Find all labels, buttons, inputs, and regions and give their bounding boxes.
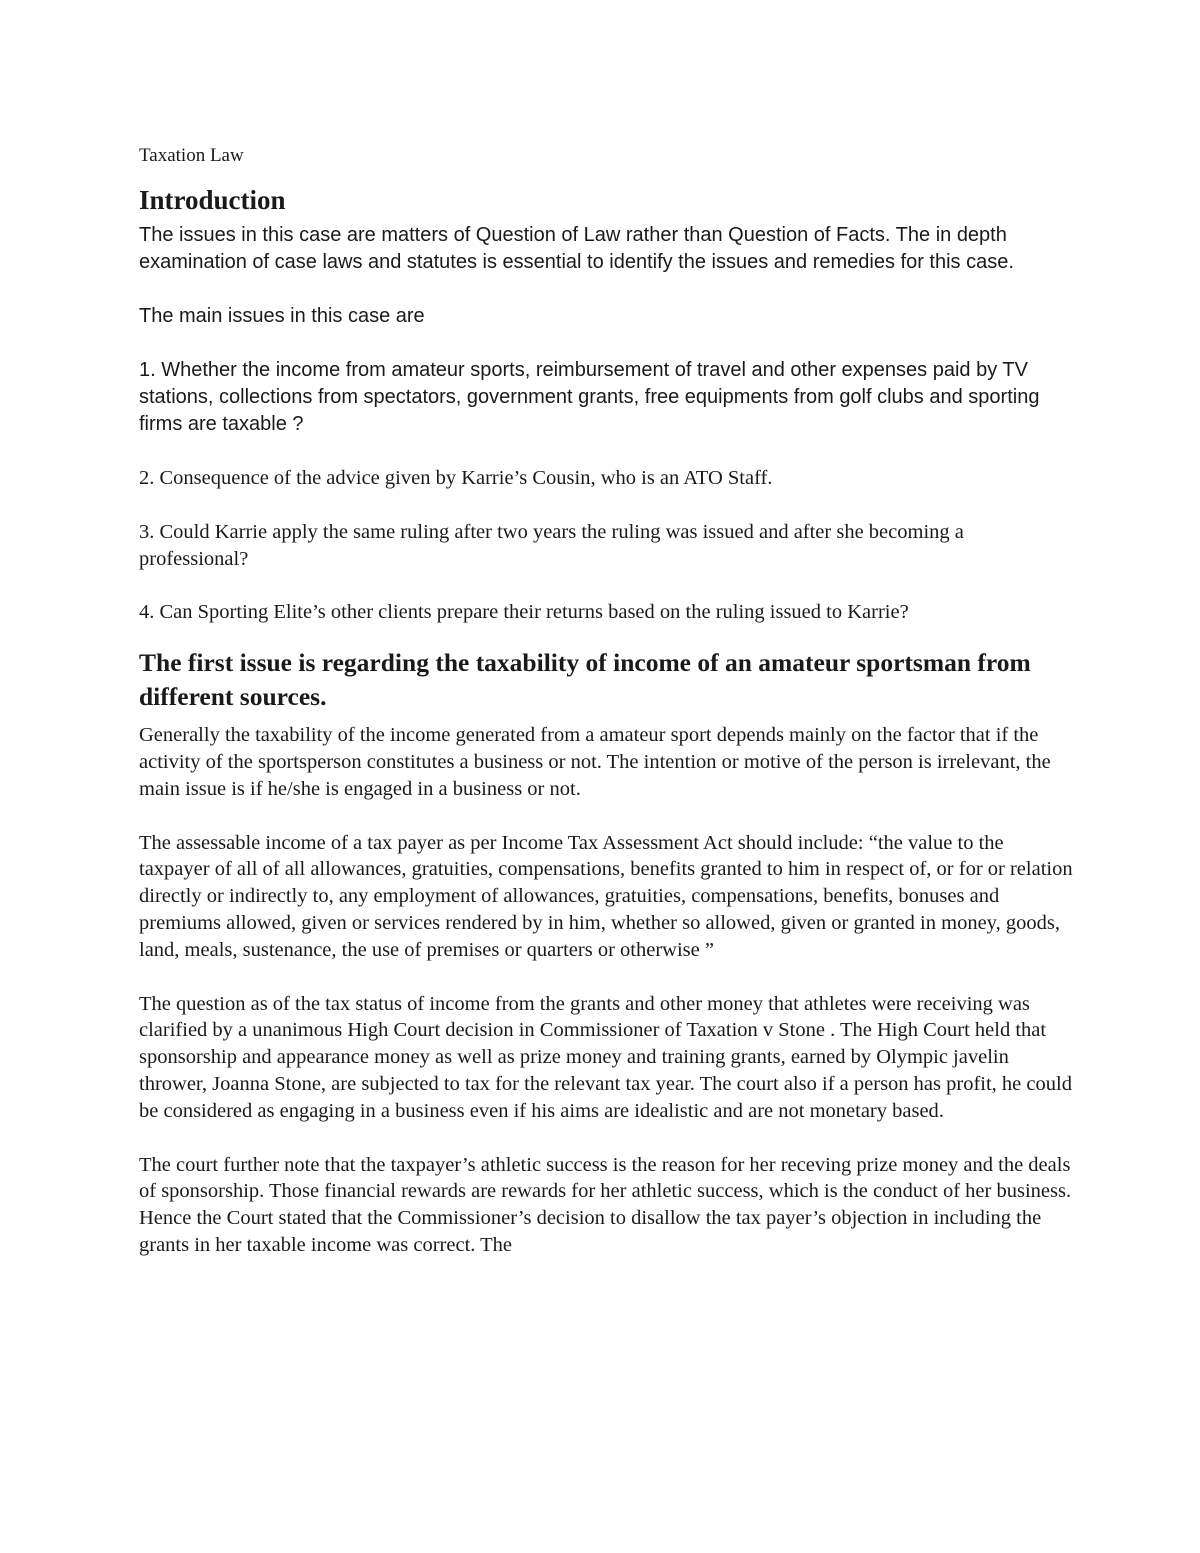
body-paragraph-1: Generally the taxability of the income generated from a amateur sport depends mainly on the factor that if the activity of the sportsperson constitutes a business or not. The intention or motive of the person is irrelevant, the main issue is if he/she is engaged in a business or not.: [139, 724, 1051, 800]
body-paragraph-3: The question as of the tax status of income from the grants and other money that athletes were receiving was clarified by a unanimous High Court decision in Commissioner of Taxation v Stone . The High Court held that sponsorship and appearance money as well as prize money and training grants, earned by Olympic javelin thrower, Joanna Stone, are subjected to tax for the relevant tax year. The court also if a person has profit, he could be considered as engaging in a business even if his aims are idealistic and are not monetary based.: [139, 992, 1072, 1122]
introduction-heading: Introduction: [139, 185, 286, 215]
document-header: Taxation Law: [139, 145, 244, 166]
body-paragraph-4: The court further note that the taxpayer’s athletic success is the reason for her receving prize money and the deals of sponsorship. Those financial rewards are rewards for her athletic success, which is the conduct of her business. Hence the Court stated that the Commissioner’s decision to disallow the tax payer’s objection in including the grants in her taxable income was correct. The: [139, 1153, 1072, 1256]
spacer: [139, 964, 1074, 991]
first-issue-heading: The first issue is regarding the taxability of income of an amateur sportsman from different sources.: [139, 648, 1031, 712]
spacer: [139, 492, 1074, 519]
document-page: [139, 138, 1074, 1259]
spacer: [139, 438, 1074, 465]
spacer: [139, 1125, 1074, 1152]
intro-paragraph: The issues in this case are matters of Question of Law rather than Question of Facts. The in depth examination of case laws and statutes is essential to identify the issues and remedies for this case.: [139, 224, 1014, 273]
issue-item-1: 1. Whether the income from amateur sports, reimbursement of travel and other expenses paid by TV stations, collections from spectators, government grants, free equipments from golf clubs and sporting firms are taxable ?: [139, 359, 1040, 435]
issue-item-3: 3. Could Karrie apply the same ruling after two years the ruling was issued and after she becoming a professional?: [139, 520, 964, 570]
spacer: [139, 572, 1074, 599]
spacer: [139, 276, 1074, 303]
issues-lead: The main issues in this case are: [139, 305, 425, 327]
issue-item-2: 2. Consequence of the advice given by Karrie’s Cousin, who is an ATO Staff.: [139, 467, 773, 489]
issue-item-4: 4. Can Sporting Elite’s other clients prepare their returns based on the ruling issued to Karrie?: [139, 601, 909, 624]
body-paragraph-2: The assessable income of a tax payer as per Income Tax Assessment Act should include: “the value to the taxpayer of all of all allowances, gratuities, compensations, benefits granted to him in respect of, or for or relation directly or indirectly to, any employment of allowances, gratuities, compensations, benefits, bonuses and premiums allowed, given or services rendered by in him, whether so allowed, given or granted in money, goods, land, meals, sustenance, the use of premises or quarters or otherwise ”: [139, 831, 1073, 961]
spacer: [139, 803, 1074, 830]
spacer: [139, 330, 1074, 357]
